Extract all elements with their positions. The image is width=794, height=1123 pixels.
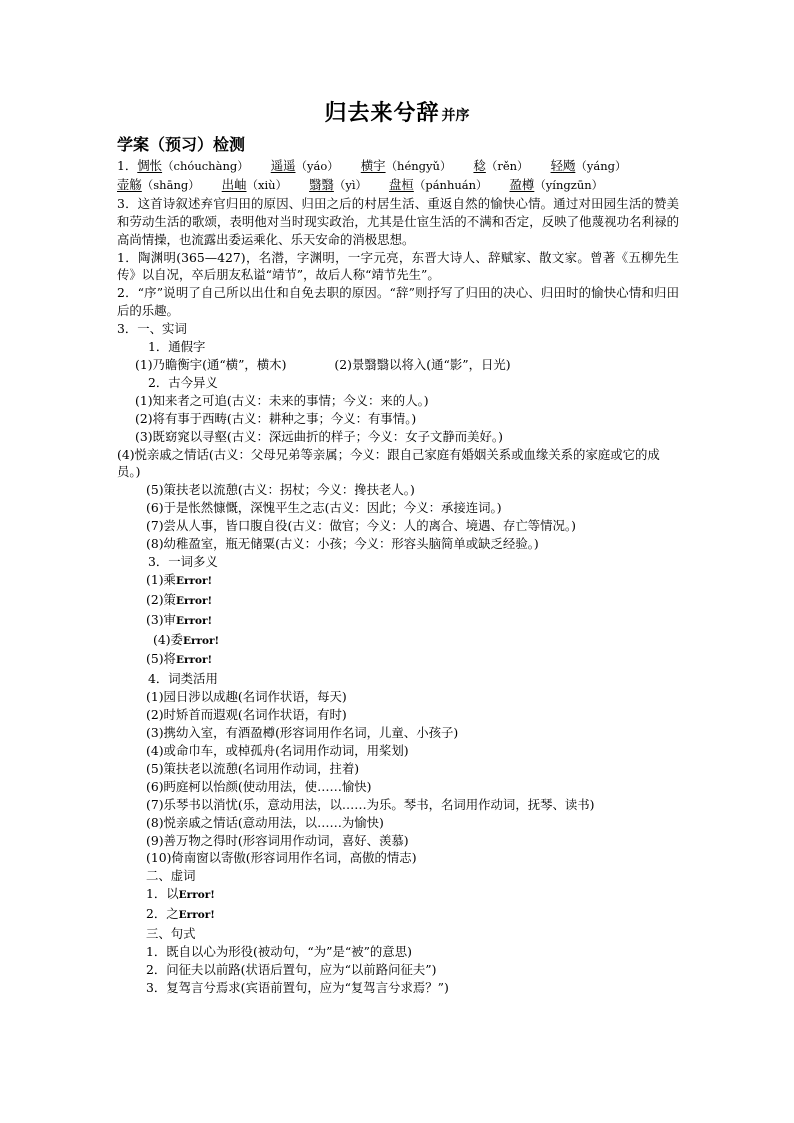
title-block (0, 96, 794, 127)
subsection-heading: 二、虚词 (146, 868, 196, 884)
list-item: (7)乐琴书以消忧(乐，意动用法，以……为乐。琴书，名词用作动词，抚琴、读书) (146, 796, 595, 812)
list-item: (5)策扶老以流憩(古义：拐杖；今义：搀扶老人。) (146, 482, 415, 498)
list-item: (4)委Error! (153, 631, 220, 647)
list-item: (2)策Error! (146, 591, 213, 607)
list-item: (8)悦亲戚之情话(意动用法，以……为愉快) (146, 814, 384, 830)
pinyin-item: 轻飏（yáng） (550, 158, 627, 173)
list-item: (4)或命巾车，或棹孤舟(名词用作动词，用桨划) (146, 743, 409, 758)
subsection-heading: 2．古今异义 (148, 374, 218, 390)
list-item: (4)悦亲戚之情话(古义：父母兄弟等亲属；今义：跟自己家庭有婚姻关系或血缘关系的家庭或它的成员。) (117, 446, 660, 480)
pinyin-item: 遥遥（yáo） (270, 158, 339, 173)
list-item: (6)于是怅然慷慨，深愧平生之志(古义：因此；今义：承接连词。) (146, 500, 502, 516)
pinyin-item: 惆怅（chóuchàng） (137, 158, 249, 173)
pinyin-row-1 (117, 157, 679, 176)
list-item: (1)园日涉以成趣(名词作状语，每天) (146, 689, 347, 705)
list-item: (1)知来者之可追(古义：未来的事情；今义：来的人。) (135, 392, 429, 408)
list-item: (1)乃瞻衡宇(通“横”，横木) (2)景翳翳以将入(通“影”，日光) (135, 356, 511, 372)
document-body (117, 134, 679, 997)
author-paragraph: 1．陶渊明(365—427)，名潜，字渊明，一字元亮，东晋大诗人、辞赋家、散文家。曾著《五柳先生传》以自况，卒后朋友私谥“靖节”，故后人称“靖节先生”。 (117, 249, 679, 283)
subsection-heading: 1．通假字 (148, 339, 206, 355)
list-item: (3)审Error! (146, 611, 213, 627)
list-item: (8)幼稚盈室，瓶无储粟(古义：小孩；今义：形容头脑简单或缺乏经验。) (146, 536, 539, 552)
list-item: 3．复驾言兮焉求(宾语前置句，应为“复驾言兮求焉？”) (146, 979, 449, 995)
pinyin-item: 壶觞（shāng） (117, 176, 200, 192)
subsection-heading: 3．一词多义 (148, 553, 218, 569)
pinyin-item: 横宇（héngyǔ） (360, 158, 452, 173)
answer-paragraph: 3．这首诗叙述弃官归田的原因、归田之后的村居生活、重返自然的愉快心情。通过对田园生活的赞美和劳动生活的歌颂，表明他对当时现实政治，尤其是仕宦生活的不满和否定，反映了他蔑视功名利禄的高尚情操，也流露出委运乘化、乐天安命的消极思想。 (117, 195, 679, 247)
page-subtitle: 并序 (441, 108, 470, 124)
subsection-heading: 三、句式 (146, 926, 196, 942)
list-item: (6)眄庭柯以怡颜(使动用法，使……愉快) (146, 778, 372, 794)
question-number: 1． (117, 158, 138, 173)
list-item: (10)倚南窗以寄傲(形容词用作名词，高傲的情志) (146, 850, 417, 866)
list-item: (5)策扶老以流憩(名词用作动词，拄着) (146, 760, 360, 776)
list-item: (3)携幼入室，有酒盈樽(形容词用作名词，儿童、小孩子) (146, 725, 459, 741)
list-item: (7)尝从人事，皆口腹自役(古义：做官；今义：人的离合、境遇、存亡等情况。) (146, 518, 576, 534)
list-item: 1．既自以心为形役(被动句，“为”是“被”的意思) (146, 943, 412, 959)
list-item: (2)将有事于西畴(古义：耕种之事；今义：有事情。) (135, 410, 417, 426)
list-item: (1)乘Error! (146, 571, 213, 587)
list-item: (5)将Error! (146, 651, 213, 667)
list-item: 1．以Error! (146, 886, 215, 902)
section-3-heading: 3．一、实词 (117, 321, 187, 337)
pinyin-item: 出岫（xiù） (221, 176, 288, 192)
list-item: (9)善万物之得时(形容词用作动词，喜好、羡慕) (146, 832, 409, 848)
pinyin-row-2 (117, 176, 679, 195)
list-item: 2．之Error! (146, 906, 215, 922)
preface-paragraph: 2．“序”说明了自己所以出仕和自免去职的原因。“辞”则抒写了归田的决心、归田时的愉快心情和归田后的乐趣。 (117, 285, 679, 319)
pinyin-item: 盘桓（pánhuán） (389, 176, 488, 192)
list-item: (3)既窈窕以寻壑(古义：深远曲折的样子；今义：女子文静而美好。) (135, 428, 503, 444)
page-title: 归去来兮辞 (324, 100, 440, 126)
section-heading: 学案（预习）检测 (117, 135, 246, 154)
list-item: (2)时矫首而遐观(名词作状语，有时) (146, 707, 347, 723)
pinyin-item: 稔（rěn） (473, 158, 529, 173)
pinyin-item: 翳翳（yì） (309, 176, 368, 192)
pinyin-item: 盈樽（yíngzūn） (509, 176, 604, 192)
list-item: 2．问征夫以前路(状语后置句，应为“以前路问征夫”) (146, 961, 437, 977)
subsection-heading: 4．词类活用 (148, 671, 218, 687)
